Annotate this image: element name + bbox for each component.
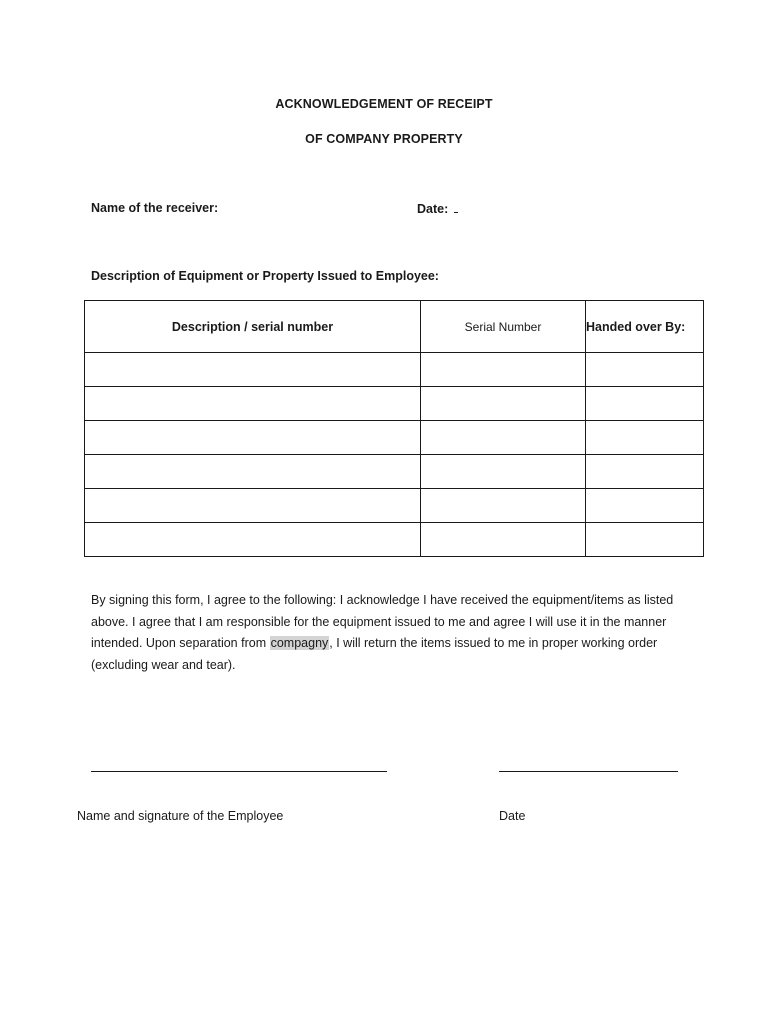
table-cell[interactable] [85,523,421,557]
table-cell[interactable] [586,455,704,489]
agreement-text-part2: , I will return the items issued to me in proper working order (excluding wear and tear). [91,636,658,672]
table-cell[interactable] [85,353,421,387]
header-handed-over-by: Handed over By: [586,301,704,353]
employee-signature-line[interactable] [91,771,387,772]
description-heading: Description of Equipment or Property Issued to Employee: [91,269,439,283]
table-cell[interactable] [421,353,586,387]
receiver-name-label: Name of the receiver: [91,201,219,215]
date-blank [454,201,458,213]
highlighted-word: compagny [270,636,329,650]
table-row [85,387,704,421]
table-row [85,353,704,387]
table-row [85,421,704,455]
table-row [85,489,704,523]
table-cell[interactable] [421,421,586,455]
signature-date-line[interactable] [499,771,678,772]
table-cell[interactable] [586,489,704,523]
table-cell[interactable] [85,387,421,421]
table-cell[interactable] [586,523,704,557]
table-cell[interactable] [85,489,421,523]
header-serial-number: Serial Number [421,301,586,353]
signature-date-label: Date [499,809,526,823]
table-cell[interactable] [85,455,421,489]
table-cell[interactable] [421,489,586,523]
document-title-line1: ACKNOWLEDGEMENT OF RECEIPT [275,97,493,111]
table-header-row [85,301,704,353]
table-cell[interactable] [586,353,704,387]
table-cell[interactable] [586,421,704,455]
agreement-text-part1: By signing this form, I agree to the following: I acknowledge I have received the equipment/items as listed above. I agree that I am responsible for the equipment issued to me and agree I will use it in the manner intended. Upon separation from [91,593,674,650]
table-row [85,455,704,489]
document-title-line2: OF COMPANY PROPERTY [305,132,463,146]
table-cell[interactable] [421,455,586,489]
employee-signature-label: Name and signature of the Employee [77,809,284,823]
agreement-paragraph [91,590,681,676]
table-cell[interactable] [421,387,586,421]
date-label: Date: [417,202,449,216]
table-cell[interactable] [85,421,421,455]
header-description: Description / serial number [85,301,421,353]
date-field [417,201,458,216]
equipment-table [84,300,704,557]
table-row [85,523,704,557]
table-cell[interactable] [586,387,704,421]
table-cell[interactable] [421,523,586,557]
